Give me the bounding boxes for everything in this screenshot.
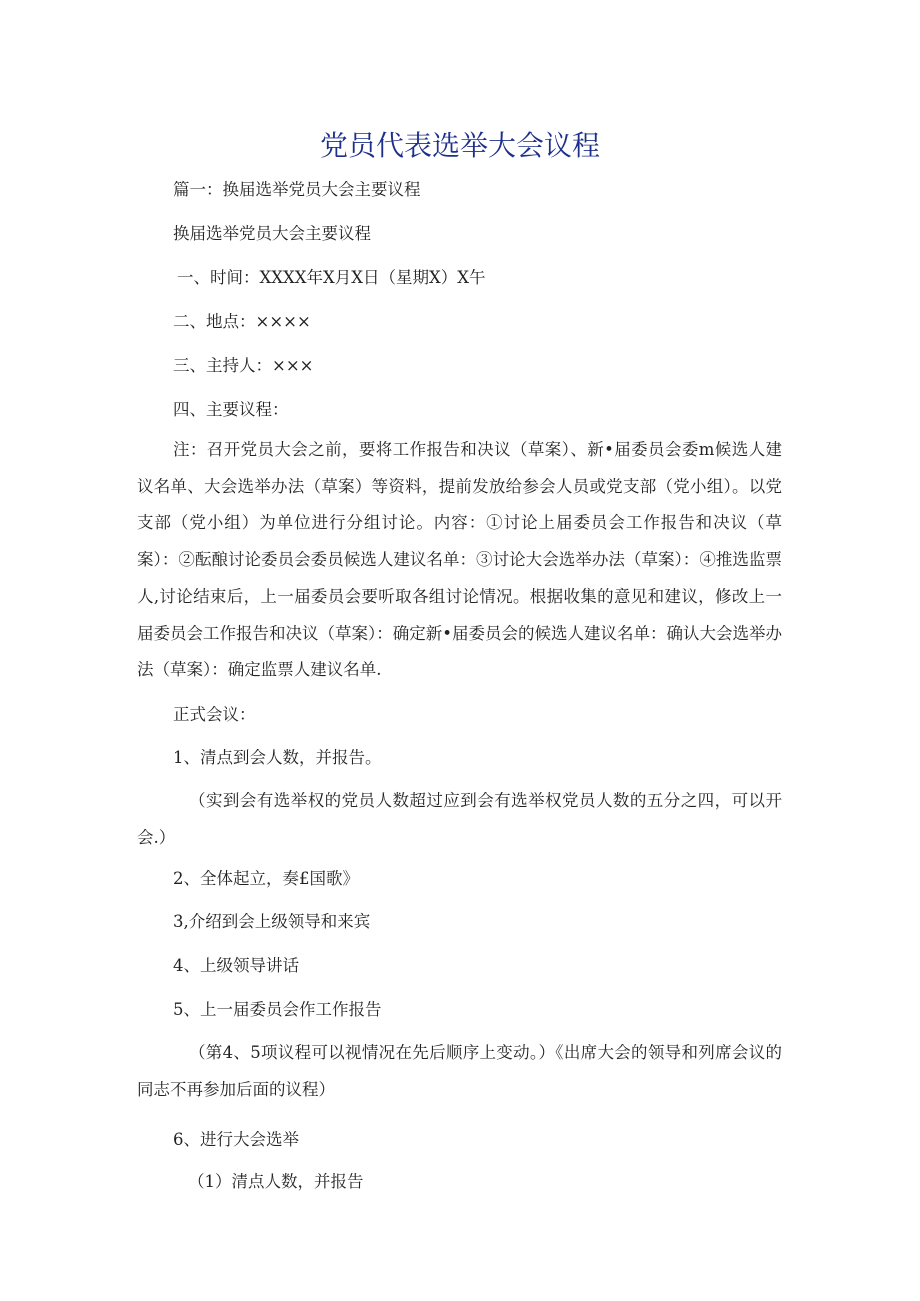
agenda-item-6: 6、进行大会选举 — [173, 1130, 299, 1149]
document-title: 党员代表选举大会议程 — [319, 129, 600, 162]
formal-meeting-heading: 正式会议： — [173, 705, 256, 724]
agenda-note-2: （第4、5项议程可以视情况在先后顺序上变动。）《出席大会的领导和列席会议的同志不再参加后面的议程） — [137, 1043, 782, 1099]
agenda-heading: 四、主要议程： — [173, 400, 289, 419]
host-line: 三、主持人：××× — [173, 356, 314, 375]
subheading: 换届选举党员大会主要议程 — [173, 224, 371, 243]
agenda-item-1: 1、清点到会人数，并报告。 — [173, 748, 382, 767]
agenda-subitem-1: （1）清点人数，并报告 — [188, 1172, 364, 1191]
agenda-note-1: （实到会有选举权的党员人数超过应到会有选举权党员人数的五分之四，可以开会.） — [137, 791, 782, 847]
note-paragraph: 注：召开党员大会之前，要将工作报告和决议（草案）、新•届委员会委m候选人建议名单、大会选举办法（草案）等资料，提前发放给参会人员或党支部（党小组）。以党支部（党小组）为单位进行分组讨论。内容：①讨论上届委员会工作报告和决议（草案）：②酝酿讨论委员会委员候选人建议名单：③讨论大会选举办法（草案）：④推选监票人,讨论结束后，上一届委员会要听取各组讨论情况。根据收集的意见和建议，修改上一届委员会工作报告和决议（草案）：确定新•届委员会的候选人建议名单：确认大会选举办法（草案）：确定监票人建议名单. — [137, 440, 782, 680]
time-line: 一、时间：XXXX年X月X日（星期X）X午 — [177, 268, 486, 287]
agenda-item-2: 2、全体起立，奏£国歌》 — [173, 869, 359, 888]
section-heading: 篇一：换届选举党员大会主要议程 — [173, 180, 421, 199]
agenda-item-5: 5、上一届委员会作工作报告 — [173, 1000, 382, 1019]
location-line: 二、地点：×××× — [173, 312, 311, 331]
agenda-item-4: 4、上级领导讲话 — [173, 956, 299, 975]
agenda-item-3: 3,介绍到会上级领导和来宾 — [173, 912, 371, 931]
